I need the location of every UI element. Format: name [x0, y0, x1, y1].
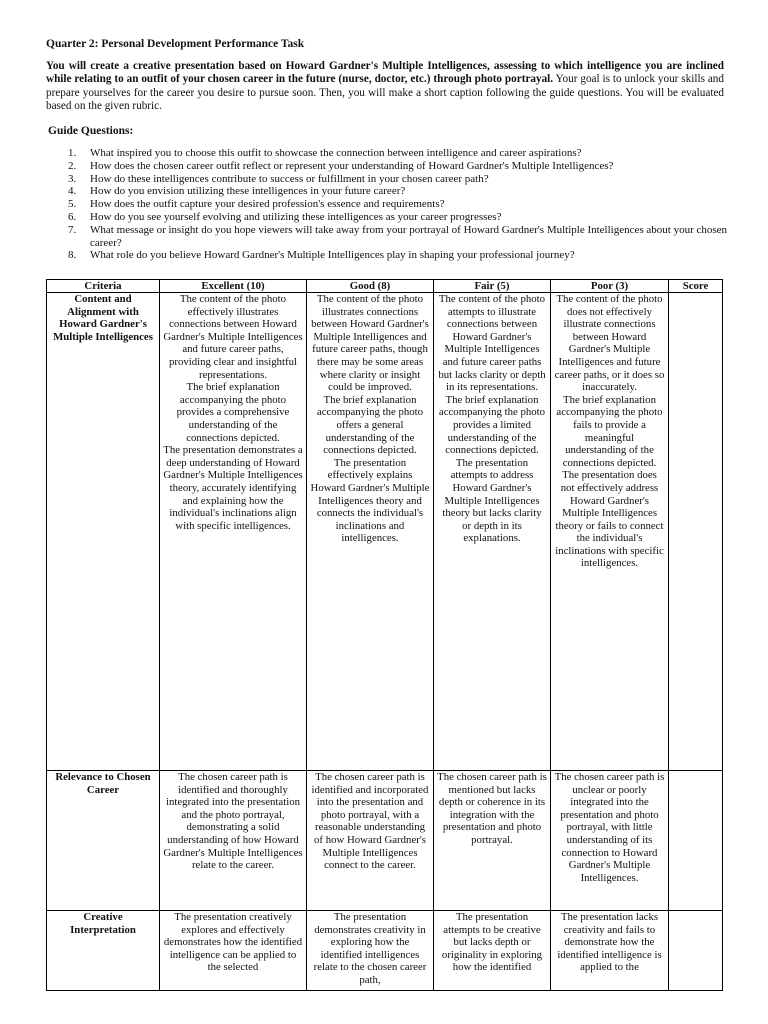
- question-text: How do you envision utilizing these intelligences in your future career?: [90, 185, 406, 198]
- description-paragraph: The presentation attempts to be creative but lacks depth or originality in exploring how the identified: [441, 911, 543, 974]
- question-text: What message or insight do you hope viewers will take away from your portrayal of Howard Gardner's Multiple Intelligences about your chosen career?: [90, 223, 728, 249]
- guide-question: [68, 198, 728, 211]
- good-cell: [307, 911, 434, 991]
- description-paragraph: The chosen career path is identified and incorporated into the presentation and photo portrayal, with a reasonable understanding of how Howard Gardner's Multiple Intelligences connect to the career.: [311, 771, 429, 872]
- fair-cell: [434, 911, 551, 991]
- description-paragraph: The presentation effectively explains Howard Gardner's Multiple Intelligences theory and connects the individual's inclinations and intelligences.: [310, 456, 430, 545]
- guide-question: [68, 211, 728, 224]
- description-paragraph: The presentation does not effectively address Howard Gardner's Multiple Intelligences theory or fails to connect the individual's inclinations with specific intelligences.: [555, 469, 664, 570]
- header-criteria: Criteria: [47, 280, 160, 293]
- description-paragraph: The brief explanation accompanying the photo offers a general understanding of the connections depicted.: [316, 393, 424, 457]
- excellent-cell: [160, 293, 307, 771]
- rubric-header-row: [47, 280, 723, 293]
- criteria-cell: Content and Alignment with Howard Gardner's Multiple Intelligences: [47, 293, 160, 771]
- description-paragraph: The presentation creatively explores and effectively demonstrates how the identified intelligence can be applied to the selected: [163, 911, 303, 974]
- question-number: 8.: [68, 249, 77, 262]
- guide-questions-heading: Guide Questions:: [48, 125, 134, 137]
- description-paragraph: The content of the photo effectively illustrates connections between Howard Gardner's Multiple Intelligences and future career paths, providing clear and insightful representations.: [163, 293, 303, 381]
- fair-cell: [434, 771, 551, 911]
- description-paragraph: The chosen career path is identified and thoroughly integrated into the presentation and the photo portrayal, demonstrating a solid understanding of how Howard Gardner's Multiple Intelligences relate to the career.: [163, 771, 303, 872]
- description-paragraph: The presentation demonstrates creativity in exploring how the identified intelligences relate to the chosen career path,: [313, 911, 427, 986]
- description-paragraph: The content of the photo illustrates connections between Howard Gardner's Multiple Intelligences and future career paths, though there may be some areas where clarity or insight could be improved.: [311, 293, 429, 394]
- question-text: What inspired you to choose this outfit to showcase the connection between intelligence and career aspirations?: [90, 147, 582, 159]
- poor-cell: [551, 293, 669, 771]
- poor-cell: [551, 771, 669, 911]
- description-paragraph: The chosen career path is mentioned but lacks depth or coherence in its integration with the presentation and photo portrayal.: [437, 771, 547, 846]
- task-instructions: [46, 60, 724, 113]
- description-paragraph: The content of the photo does not effectively illustrate connections between Howard Gardner's Multiple Intelligences and future career paths, or it does so inaccurately.: [554, 293, 665, 394]
- question-number: 5.: [68, 198, 77, 211]
- question-number: 3.: [68, 172, 77, 185]
- excellent-cell: [160, 911, 307, 991]
- question-text: How does the outfit capture your desired profession's essence and requirements?: [90, 198, 445, 211]
- instructions-rest: Your goal is to unlock your skills and prepare yourselves for the career you desire to pursue soon. Then, you will make a short caption following the guide questions. You will be evaluated based on the given rubric.: [46, 73, 724, 112]
- guide-questions-list: [68, 147, 728, 262]
- description-paragraph: The brief explanation accompanying the photo provides a comprehensive understanding of the connections depicted.: [176, 381, 290, 444]
- header-fair: Fair (5): [434, 280, 551, 293]
- description-paragraph: The brief explanation accompanying the photo fails to provide a meaningful understanding of the connections depicted.: [556, 393, 663, 469]
- description-paragraph: The presentation lacks creativity and fails to demonstrate how the identified intelligence is applied to the: [557, 911, 662, 974]
- header-score: Score: [669, 280, 723, 293]
- excellent-cell: [160, 771, 307, 911]
- question-text: How do you see yourself evolving and utilizing these intelligences as your career progresses?: [90, 210, 502, 223]
- question-number: 6.: [68, 210, 77, 223]
- question-text: How do these intelligences contribute to success or fulfillment in your chosen career path?: [90, 172, 489, 185]
- header-good: Good (8): [307, 280, 434, 293]
- description-paragraph: The brief explanation accompanying the photo provides a limited understanding of the connections depicted.: [438, 393, 546, 457]
- guide-question: [68, 160, 728, 173]
- instructions-bold: You will create a creative presentation based on Howard Gardner's Multiple Intelligences, assessing to which intelligence you are inclined while relating to an outfit of your chosen career in the future (nurse, doctor, etc.) through photo portrayal.: [46, 60, 724, 86]
- score-cell: [669, 771, 723, 911]
- rubric-row-content-alignment: [47, 293, 723, 771]
- guide-question: [68, 147, 728, 160]
- rubric-row-relevance: [47, 771, 723, 911]
- question-number: 4.: [68, 185, 77, 198]
- rubric-table: [46, 279, 723, 991]
- poor-cell: [551, 911, 669, 991]
- question-text: What role do you believe Howard Gardner's Multiple Intelligences play in shaping your professional journey?: [90, 249, 575, 262]
- criteria-cell: Relevance to Chosen Career: [47, 771, 160, 911]
- guide-question: [68, 173, 728, 186]
- page-title: Quarter 2: Personal Development Performance Task: [46, 38, 305, 50]
- header-excellent: Excellent (10): [160, 280, 307, 293]
- fair-cell: [434, 293, 551, 771]
- guide-question: [68, 224, 728, 250]
- description-paragraph: The presentation demonstrates a deep understanding of Howard Gardner's Multiple Intelligences theory, accurately identifying and explaining how the individual's inclinations align with specific intelligences.: [163, 444, 303, 532]
- criteria-cell: Creative Interpretation: [47, 911, 160, 991]
- question-number: 2.: [68, 159, 77, 172]
- guide-question: [68, 249, 728, 262]
- rubric-row-creative: [47, 911, 723, 991]
- good-cell: [307, 293, 434, 771]
- good-cell: [307, 771, 434, 911]
- question-text: How does the chosen career outfit reflect or represent your understanding of Howard Gardner's Multiple Intelligences?: [90, 159, 614, 172]
- description-paragraph: The presentation attempts to address Howard Gardner's Multiple Intelligences theory but lacks clarity or depth in its explanations.: [442, 456, 542, 545]
- description-paragraph: The chosen career path is unclear or poorly integrated into the presentation and photo portrayal, with little understanding of its connection to Howard Gardner's Multiple Intelligences.: [554, 771, 665, 884]
- description-paragraph: The content of the photo attempts to illustrate connections between Howard Gardner's Multiple Intelligences and future career paths but lacks clarity or depth in its representations.: [438, 293, 546, 394]
- guide-question: [68, 185, 728, 198]
- question-number: 7.: [68, 223, 77, 236]
- question-number: 1.: [68, 147, 77, 159]
- header-poor: Poor (3): [551, 280, 669, 293]
- score-cell: [669, 911, 723, 991]
- score-cell: [669, 293, 723, 771]
